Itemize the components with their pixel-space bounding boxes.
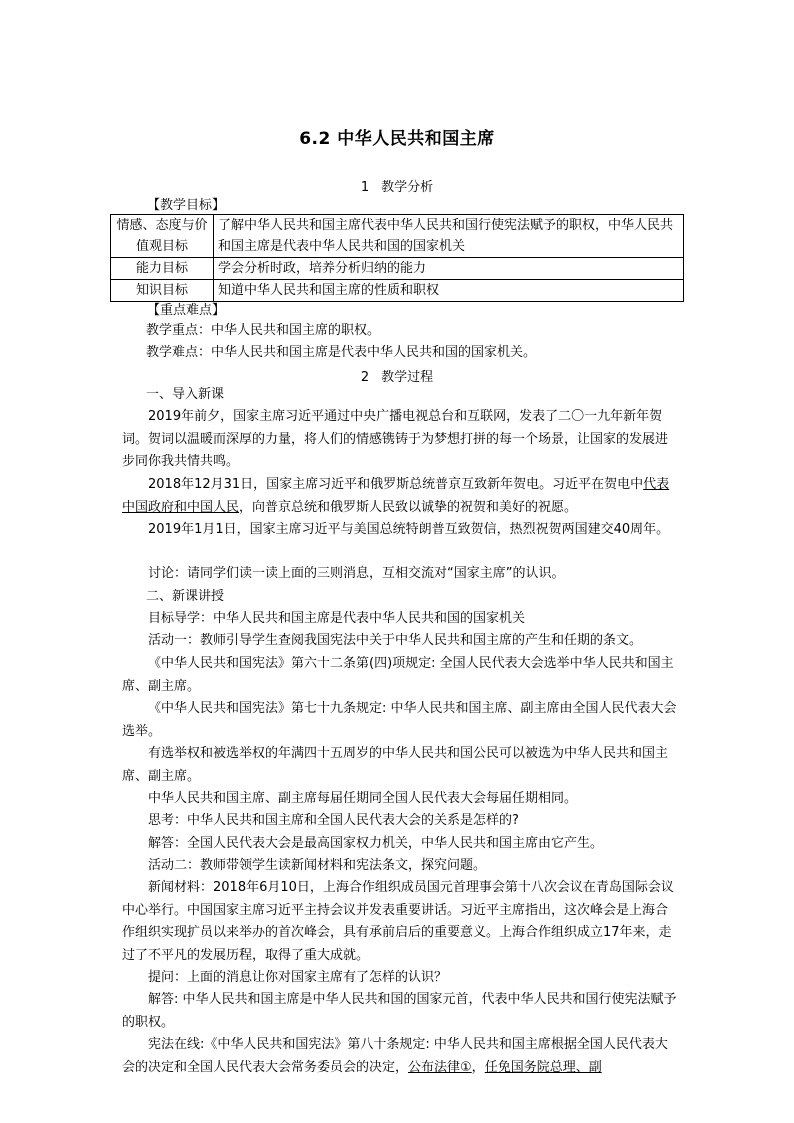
section-heading-process [0,366,794,385]
paragraph-trump-greeting: 2019年1月1日，国家主席习近平与美国总统特朗普互致贺信，热烈祝贺两国建交40周年。 [148,522,670,537]
paragraph-new-year-message: 2019年前夕，国家主席习近平通过中央广播电视总台和互联网，发表了二〇一九年新年贺词。贺词以温暖而深厚的力量，将人们的情感镌铸于为梦想打拼的每一个场景，让国家的发展进步同你我共情共鸣。 [122,409,669,469]
goals-heading: 【教学目标】 [147,198,226,213]
table-row [111,258,684,280]
keypoints-heading: 【重点难点】 [147,303,226,318]
section-label: 教学过程 [381,370,434,385]
page-title: 6.2 中华人民共和国主席 [299,129,495,149]
paragraph-discussion: 讨论：请同学们读一读上面的三则消息，互相交流对“国家主席”的认识。 [148,566,565,581]
part2-heading: 二、新课讲授 [146,589,225,604]
term-text: 中华人民共和国主席、副主席每届任期同全国人民代表大会每届任期相同。 [148,791,578,806]
think-question: 思考：中华人民共和国主席和全国人民代表大会的关系是怎样的? [148,813,519,828]
difficult-point: 教学难点：中华人民共和国主席是代表中华人民共和国的国家机关。 [146,345,537,360]
question-text: 提问：上面的消息让你对国家主席有了怎样的认识？ [148,970,448,985]
text-run: 宪法在线:《中华人民共和国宪法》第八十条规定: 中华人民共和国主席根据全国人民代表大会的决定和全国人民代表大会常务委员会的决定， [122,1037,668,1075]
key-point: 教学重点：中华人民共和国主席的职权。 [146,323,381,338]
constitution-article-80 [122,1034,678,1079]
section-label: 教学分析 [381,180,434,195]
goal-label: 能力目标 [111,258,214,280]
answer-two: 解答: 中华人民共和国主席是中华人民共和国的国家元首，代表中华人民共和国行使宪法赋予的职权。 [122,992,677,1030]
activity-one: 活动一：教师引导学生查阅我国宪法中关于中华人民共和国主席的产生和任期的条文。 [148,633,643,648]
table-row [111,215,684,258]
constitution-article-62: 《中华人民共和国宪法》第六十二条第(四)项规定: 全国人民代表大会选举中华人民共和国主席、副主席。 [122,656,674,694]
goal-guide: 目标导学：中华人民共和国主席是代表中华人民共和国的国家机关 [148,611,526,626]
underlined-text: 代表中国政府和中国人民 [122,477,670,515]
constitution-article-79: 《中华人民共和国宪法》第七十九条规定: 中华人民共和国主席、副主席由全国人民代表大会选举。 [122,701,677,739]
activity-two: 活动二：教师带领学生读新闻材料和宪法条文，探究问题。 [148,858,487,873]
section-number: 1 [360,180,370,195]
goal-text: 了解中华人民共和国主席代表中华人民共和国行使宪法赋予的职权，中华人民共和国主席是代表中华人民共和国的国家机关 [214,215,684,258]
section-number: 2 [360,370,370,385]
answer-one: 解答：全国人民代表大会是最高国家权力机关，中华人民共和国主席由它产生。 [148,836,604,851]
underlined-text: 公布法律① [408,1059,472,1075]
goal-text: 学会分析时政，培养分析归纳的能力 [214,258,684,280]
goal-label: 知识目标 [111,280,214,302]
text-run: ， [471,1059,485,1075]
paragraph-putin-greeting [122,474,678,519]
text-run: 2018年12月31日，国家主席习近平和俄罗斯总统普京互致新年贺电。习近平在贺电中 [148,477,644,492]
news-material: 新闻材料：2018年6月10日，上海合作组织成员国元首理事会第十八次会议在青岛国际会议中心举行。中国国家主席习近平主持会议并发表重要讲话。习近平主席指出，这次峰会是上海合作组织实现扩员以来举办的首次峰会，具有承前启后的重要意义。上海合作组织成立17年来，走过了不平凡的发展历程，取得了重大成就。 [122,880,674,963]
teaching-goals-table [110,214,684,302]
goal-label: 情感、态度与价值观目标 [111,215,214,258]
underlined-text: 任免国务院总理、副 [484,1059,602,1075]
section-heading-analysis [0,176,794,195]
text-run: ，向普京总统和俄罗斯人民致以诚挚的祝贺和美好的祝愿。 [239,499,578,515]
part1-heading: 一、导入新课 [146,387,225,402]
eligibility-text: 有选举权和被选举权的年满四十五周岁的中华人民共和国公民可以被选为中华人民共和国主席、副主席。 [122,746,669,784]
goal-text: 知道中华人民共和国主席的性质和职权 [214,280,684,302]
